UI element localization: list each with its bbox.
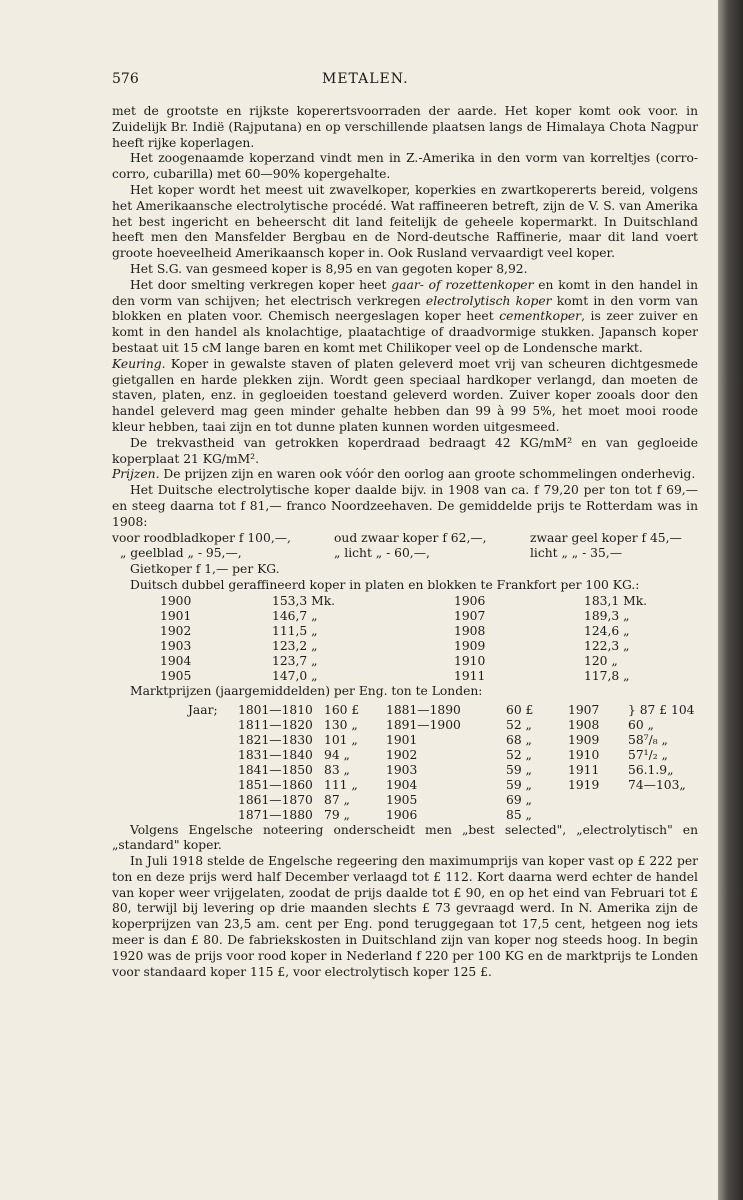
- table-cell: 1909: [568, 732, 600, 747]
- table-row: [188, 748, 695, 763]
- table-cell: 94 „: [324, 747, 350, 762]
- table-cell: [568, 808, 628, 823]
- paragraph-tensile-strength: De trekvastheid van getrokken koperdraad bedraagt 42 KG/mM² en van gegloeide koperplaat 21 KG/mM².: [112, 435, 698, 466]
- table-cell: 1902: [160, 623, 192, 638]
- table-row: [188, 793, 695, 808]
- table-cell: 1919: [568, 777, 600, 792]
- market-heading: Marktprijzen (jaargemiddelden) per Eng. ton te Londen:: [130, 683, 483, 698]
- term-gaarkoper: gaar- of rozettenkoper: [391, 277, 534, 292]
- table-row: [160, 624, 664, 639]
- table-cell: 59 „: [506, 762, 532, 777]
- table-cell: 1801—1810: [238, 702, 313, 717]
- price-line-2: „ geelblad „ - 95,—, „ licht „ - 60,—, licht „ „ - 35,—: [120, 546, 622, 561]
- paragraph-keuring: Keuring. Koper in gewalste staven of platen geleverd moet vrij van scheuren dichtgesmede gietgallen en harde plekken zijn. Wordt geen speciaal hardkoper verlangd, dan moeten de staven, platen, enz. in gegloeiden toestand geleverd worden. Zuiver koper zooals door den handel geleverd mag geen minder gehalte hebben dan 99 à 99 5%, het moet mooi roode kleur hebben, taai zijn en tot dunne platen kunnen worden uitgesmeed.: [112, 356, 698, 434]
- table-row: [188, 733, 695, 748]
- term-cementkoper: cementkoper: [499, 309, 582, 324]
- paragraph-specific-gravity: Het S.G. van gesmeed koper is 8,95 en van gegoten koper 8,92.: [130, 261, 528, 276]
- table-cell: 1821—1830: [238, 732, 313, 747]
- table-cell: [628, 793, 695, 808]
- table-cell: 79 „: [324, 807, 350, 822]
- table-cell: 58⁷/₈ „: [628, 732, 668, 747]
- table-cell: 111,5 „: [272, 623, 318, 638]
- table-cell: } 87 £ 104: [628, 702, 695, 717]
- paragraph-prijzen: Prijzen. De prijzen zijn en waren ook vóór den oorlog aan groote schommelingen onderhevig.: [112, 467, 696, 482]
- table-cell: 1908: [568, 717, 600, 732]
- table-cell: 56.1.9„: [628, 762, 674, 777]
- table-cell: 1901: [386, 732, 418, 747]
- market-price-table: [188, 703, 695, 823]
- table-row: [188, 778, 695, 793]
- table-row: [160, 594, 664, 609]
- paragraph-occurrence: met de grootste en rijkste koperertsvoorraden der aarde. Het koper komt ook voor. in Zuidelijk Br. Indië (Rajputana) en op verschillende plaatsen langs de Himalaya Chota Nagpur heeft rijke koperlagen.: [112, 104, 698, 150]
- table-cell: 1911: [568, 762, 600, 777]
- table-cell: 68 „: [506, 732, 532, 747]
- table-row: [188, 763, 695, 778]
- table-cell: 153,3 Mk.: [272, 593, 336, 608]
- table-cell: 59 „: [506, 777, 532, 792]
- table-cell: 111 „: [324, 777, 358, 792]
- paragraph-koperzand: Het zoogenaamde koperzand vindt men in Z.-Amerika in den vorm van korreltjes (corro-corro, cubarilla) met 60—90% kopergehalte.: [112, 151, 698, 182]
- table-cell: 183,1 Mk.: [584, 593, 648, 608]
- page-header: [112, 72, 698, 104]
- table-cell: 74—103„: [628, 777, 686, 792]
- page-content: [112, 72, 698, 980]
- table-indent: [188, 763, 238, 778]
- table-cell: 1906: [454, 593, 486, 608]
- table-cell: 60 „: [628, 717, 654, 732]
- paragraph-kinds: Het door smelting verkregen koper heet gaar- of rozettenkoper en komt in den handel in den vorm van schijven; het electrisch verkregen electrolytisch koper komt in den vorm van blokken en platen voor. Chemisch neergeslagen koper heet cementkoper, is zeer zuiver en komt in den handel als knolachtige, plaatachtige of draadvormige stukken. Japansch koper bestaat uit 15 cM lange baren en komt met Chilikoper veel op de Londensche markt.: [112, 277, 699, 355]
- table-cell: 123,2 „: [272, 638, 318, 653]
- table-row: [160, 654, 664, 669]
- paragraph-rotterdam: Het Duitsche electrolytische koper daalde bijv. in 1908 van ca. f 79,20 per ton tot f 69,— en steeg daarna tot f 81,— franco Noordzeehaven. De gemiddelde prijs te Rotterdam was in 1908:: [112, 483, 698, 529]
- table-cell: 1909: [454, 638, 486, 653]
- table-cell: 122,3 „: [584, 638, 630, 653]
- page-number: 576: [112, 71, 139, 87]
- table-cell: 1902: [386, 747, 418, 762]
- section-label-prijzen: Prijzen.: [112, 467, 160, 482]
- table-cell: 1891—1900: [386, 717, 461, 732]
- table-row: [188, 808, 695, 823]
- table-cell: 1861—1870: [238, 792, 313, 807]
- table-cell: 101 „: [324, 732, 358, 747]
- table-cell: 1904: [386, 777, 418, 792]
- table-indent: [188, 808, 238, 823]
- book-spine: [718, 0, 743, 1200]
- table-cell: 1906: [386, 807, 418, 822]
- table-cell: 160 £: [324, 702, 360, 717]
- table-indent: [188, 718, 238, 733]
- table-cell: 52 „: [506, 747, 532, 762]
- table-cell: 1901: [160, 608, 192, 623]
- table-cell: 1905: [160, 668, 192, 683]
- paragraph-frankfort: Duitsch dubbel geraffineerd koper in platen en blokken te Frankfort per 100 KG.:: [130, 577, 640, 592]
- running-title: METALEN.: [322, 71, 409, 87]
- table-cell: 83 „: [324, 762, 350, 777]
- table-cell: 1910: [568, 747, 600, 762]
- table-cell: 1841—1850: [238, 762, 313, 777]
- table-cell: 117,8 „: [584, 668, 630, 683]
- table-indent: [188, 733, 238, 748]
- table-cell: 52 „: [506, 717, 532, 732]
- section-label-keuring: Keuring.: [112, 356, 166, 371]
- market-label: Jaar;: [188, 702, 218, 717]
- paragraph-production: Het koper wordt het meest uit zwavelkoper, koperkies en zwartkopererts bereid, volgens het Amerikaansche electrolytische procédé. Wat raffineeren betreft, zijn de V. S. van Amerika het best ingericht en beheerscht dit land feitelijk de geheele kopermarkt. In Duitschland heeft men den Mansfelder Bergbau en de Nord-deutsche Raffinerie, maar dit land voert groote hoeveelheid Amerikaansch koper in. Ook Rusland vervaardigt veel koper.: [112, 182, 698, 261]
- table-cell: 85 „: [506, 807, 532, 822]
- table-cell: 1911: [454, 668, 486, 683]
- table-cell: 1903: [386, 762, 418, 777]
- table-cell: 120 „: [584, 653, 618, 668]
- table-cell: 124,6 „: [584, 623, 630, 638]
- paragraph-maximumprijs: In Juli 1918 stelde de Engelsche regeering den maximumprijs van koper vast op £ 222 per ton en deze prijs werd half December verlaagd tot £ 112. Kort daarna werd echter de handel van koper weer vrijgelaten, zoodat de prijs daalde tot £ 90, en op het eind van Februari tot £ 80, terwijl bij levering op drie maanden slechts £ 73 gevraagd werd. In N. Amerika zijn de koperprijzen van 23,5 am. cent per Eng. pond teruggegaan tot 17,5 cent, hetgeen nog iets meer is dan £ 80. De fabriekskosten in Duitschland zijn van koper nog steeds hoog. In begin 1920 was de prijs voor rood koper in Nederland f 220 per 100 KG en de marktprijs te Londen voor standaard koper 115 £, voor electrolytisch koper 125 £.: [112, 854, 698, 979]
- table-cell: 1881—1890: [386, 702, 461, 717]
- table-indent: [188, 793, 238, 808]
- table-cell: 57¹/₂ „: [628, 747, 668, 762]
- table-indent: [188, 778, 238, 793]
- german-price-table: [160, 594, 664, 684]
- table-indent: [188, 748, 238, 763]
- table-cell: 1851—1860: [238, 777, 313, 792]
- table-cell: 1907: [454, 608, 486, 623]
- price-line-3: Gietkoper f 1,— per KG.: [130, 562, 280, 577]
- table-cell: 1904: [160, 653, 192, 668]
- table-row: [188, 718, 695, 733]
- table-cell: 87 „: [324, 792, 350, 807]
- table-cell: 130 „: [324, 717, 358, 732]
- table-row: [160, 639, 664, 654]
- table-cell: [628, 808, 695, 823]
- table-cell: 1903: [160, 638, 192, 653]
- table-cell: 123,7 „: [272, 653, 318, 668]
- table-cell: 1900: [160, 593, 192, 608]
- table-cell: 1907: [568, 702, 600, 717]
- price-line-1: voor roodbladkoper f 100,—, oud zwaar koper f 62,—, zwaar geel koper f 45,—: [112, 530, 682, 545]
- paragraph-noteering: Volgens Engelsche noteering onderscheidt men „best selected", „electrolytisch" en „standard" koper.: [112, 822, 698, 853]
- table-cell: 1908: [454, 623, 486, 638]
- table-cell: 69 „: [506, 792, 532, 807]
- table-cell: 1871—1880: [238, 807, 313, 822]
- table-row: [160, 609, 664, 624]
- table-cell: [568, 793, 628, 808]
- table-cell: 146,7 „: [272, 608, 318, 623]
- table-cell: 1905: [386, 792, 418, 807]
- term-electrolytisch-koper: electrolytisch koper: [425, 293, 552, 308]
- table-cell: 1910: [454, 653, 486, 668]
- table-cell: 60 £: [506, 702, 534, 717]
- table-cell: 189,3 „: [584, 608, 630, 623]
- table-row: [160, 669, 664, 684]
- table-cell: 1831—1840: [238, 747, 313, 762]
- table-cell: 1811—1820: [238, 717, 313, 732]
- table-cell: 147,0 „: [272, 668, 318, 683]
- table-row: [188, 703, 695, 718]
